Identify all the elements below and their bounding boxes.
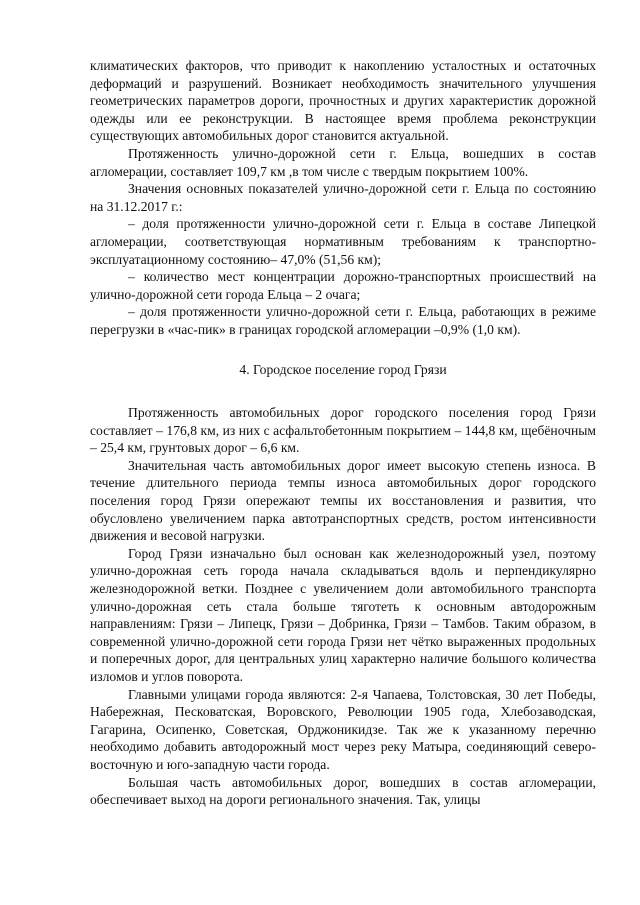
document-page <box>90 57 596 809</box>
bottom-text-block <box>90 404 596 809</box>
list-item: – количество мест концентрации дорожно-транспортных происшествий на улично-дорожной сети города Ельца – 2 очага; <box>90 269 596 302</box>
list-item: – доля протяженности улично-дорожной сети г. Ельца, работающих в режиме перегрузки в «час-пик» в границах городской агломерации –0,9% (1,0 км). <box>90 304 596 337</box>
paragraph: Протяженность автомобильных дорог городского поселения город Грязи составляет – 176,8 км, из них с асфальтобетонным покрытием – 144,8 км, щебёночным – 25,4 км, грунтовых дорог – 6,6 км. <box>90 405 596 456</box>
paragraph: Главными улицами города являются: 2-я Чапаева, Толстовская, 30 лет Победы, Набережная, Песковатская, Воровского, Революции 1905 года, Хлебозаводская, Гагарина, Осипенко, Советская, Орджоникидзе. Так же к указанному перечню необходимо добавить автодорожный мост через реку Матыра, соединяющий северо-восточную и юго-западную части города. <box>90 686 596 772</box>
paragraph: Протяженность улично-дорожной сети г. Ельца, вошедших в состав агломерации, составляет 109,7 км ,в том числе с твердым покрытием 100%. <box>90 145 596 179</box>
paragraph: Большая часть автомобильных дорог, вошедших в состав агломерации, обеспечивает выход на дороги регионального значения. Так, улицы <box>90 774 596 808</box>
section-heading: 4. Городское поселение город Грязи <box>239 361 447 377</box>
paragraph: Город Грязи изначально был основан как железнодорожный узел, поэтому улично-дорожная сеть города начала складываться вдоль и перпендикулярно железнодорожной ветки. Позднее с увеличением доли автомобильного транспорта улично-дорожная сеть стала больше тяготеть к основным автодорожным направлениям: Грязи – Липецк, Грязи – Добринка, Грязи – Тамбов. Таким образом, в современной улично-дорожной сети города Грязи нет чётко выраженных продольных и поперечных дорог, для центральных улиц характерно наличие большого количества изломов и углов поворота. <box>90 545 596 684</box>
paragraph: Значения основных показателей улично-дорожной сети г. Ельца по состоянию на 31.12.2017 г.: <box>90 181 596 214</box>
paragraph: Значительная часть автомобильных дорог имеет высокую степень износа. В течение длительного периода темпы износа автомобильных дорог городского поселения город Грязи опережают темпы их восстановления и развития, что обусловлено увеличением парка автотранспортных средств, ростом интенсивности движения и весовой нагрузки. <box>90 457 596 544</box>
paragraph: климатических факторов, что приводит к накоплению усталостных и остаточных деформаций и разрушений. Возникает необходимость значительного улучшения геометрических параметров дороги, прочностных и других характеристик дорожной одежды или ее реконструкции. В настоящее время проблема реконструкции существующих автомобильных дорог становится актуальной. <box>90 58 596 144</box>
top-text-block <box>90 57 596 339</box>
list-item: – доля протяженности улично-дорожной сети г. Ельца в составе Липецкой агломерации, соответствующая нормативным требованиям к транспортно-эксплуатационному состоянию– 47,0% (51,56 км); <box>90 216 596 267</box>
